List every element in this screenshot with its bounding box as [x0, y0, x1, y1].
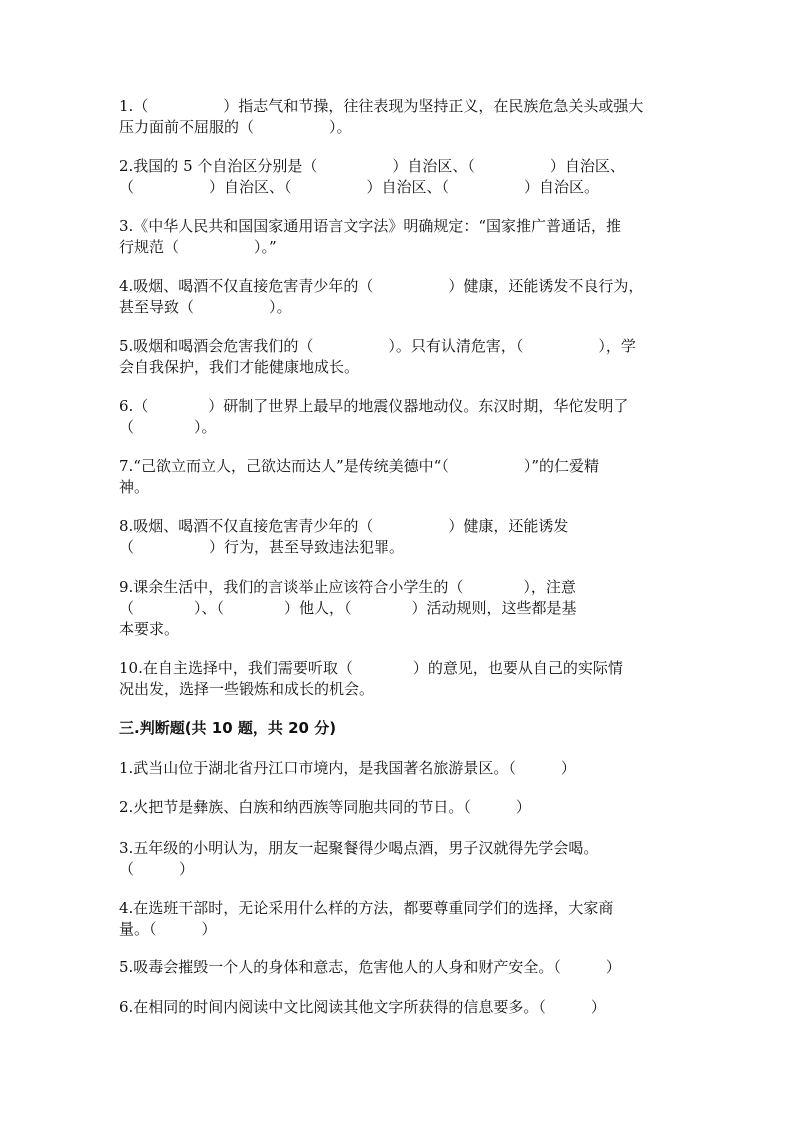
fill-in-question-9: 9.课余生活中，我们的言谈举止应该符合小学生的（ ），注意 （ ）、（ ）他人，（ ）活动规则，这些都是基 本要求。	[119, 578, 577, 638]
fill-in-question-1: 1.（ ）指志气和节操，往往表现为坚持正义，在民族危急关头或强大 压力面前不屈服的（ ）。	[119, 97, 644, 136]
fill-in-question-6: 6.（ ）研制了世界上最早的地震仪器地动仪。东汉时期，华佗发明了 （ ）。	[119, 397, 629, 436]
fill-in-question-3: 3.《中华人民共和国国家通用语言文字法》明确规定：“国家推广普通话，推 行规范（ ）。”	[119, 217, 621, 256]
true-false-question-1: 1.武当山位于湖北省丹江口市境内，是我国著名旅游景区。（ ）	[119, 759, 576, 777]
true-false-question-4: 4.在选班干部时，无论采用什么样的方法，都要尊重同学们的选择，大家商 量。（ ）	[119, 899, 614, 938]
true-false-question-5: 5.吸毒会摧毁一个人的身体和意志，危害他人的人身和财产安全。（ ）	[119, 958, 621, 976]
fill-in-question-2: 2.我国的 5 个自治区分别是（ ）自治区、（ ）自治区、 （ ）自治区、（ ）自治区、（ ）自治区。	[119, 157, 625, 196]
fill-in-question-8: 8.吸烟、喝酒不仅直接危害青少年的（ ）健康，还能诱发 （ ）行为，甚至导致违法犯罪。	[119, 517, 569, 556]
fill-in-question-5: 5.吸烟和喝酒会危害我们的（ ）。只有认清危害，（ ），学 会自我保护，我们才能健康地成长。	[119, 337, 636, 376]
section-title-true-false: 三.判断题(共 10 题，共 20 分)	[119, 719, 337, 737]
fill-in-question-10: 10.在自主选择中，我们需要听取（ ）的意见，也要从自己的实际情 况出发，选择一些锻炼和成长的机会。	[119, 659, 623, 698]
fill-in-question-4: 4.吸烟、喝酒不仅直接危害青少年的（ ）健康，还能诱发不良行为， 甚至导致（ ）。	[119, 277, 644, 316]
fill-in-question-7: 7.“己欲立而立人，己欲达而达人”是传统美德中“（ ）”的仁爱精 神。	[119, 457, 599, 496]
true-false-question-3: 3.五年级的小明认为，朋友一起聚餐得少喝点酒，男子汉就得先学会喝。 （ ）	[119, 839, 599, 878]
true-false-question-6: 6.在相同的时间内阅读中文比阅读其他文字所获得的信息要多。（ ）	[119, 998, 606, 1016]
true-false-question-2: 2.火把节是彝族、白族和纳西族等同胞共同的节日。（ ）	[119, 798, 531, 816]
